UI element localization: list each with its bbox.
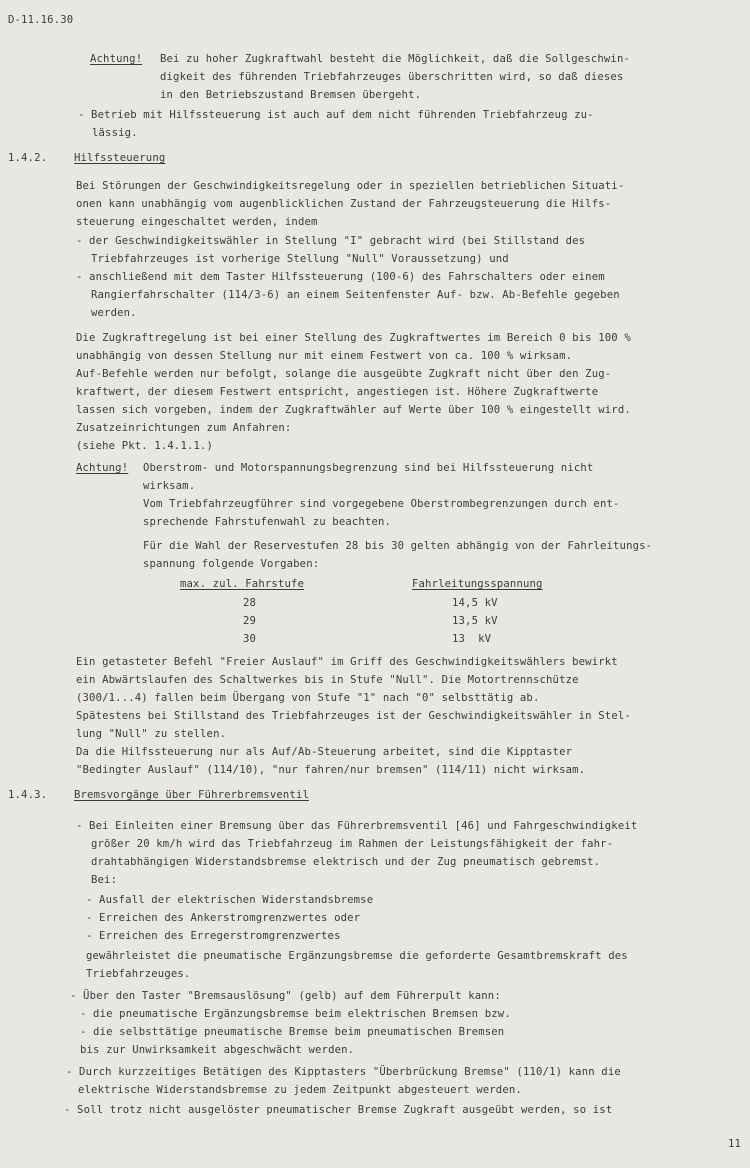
text-line: Oberstrom- und Motorspannungsbegrenzung sind bei Hilfssteuerung nicht [143, 462, 594, 474]
text-line: Die Zugkraftregelung ist bei einer Stellung des Zugkraftwertes im Bereich 0 bis 100 % [76, 332, 631, 344]
list-item: - Ausfall der elektrischen Widerstandsbremse [86, 894, 374, 906]
table-cell: 30 [243, 633, 257, 645]
table-cell: 13 kV [452, 633, 492, 645]
text-line: - Bei Einleiten einer Bremsung über das Führerbremsventil [46] und Fahrgeschwindigkeit [76, 820, 638, 832]
list-item: - Über den Taster "Bremsauslösung" (gelb) auf dem Führerpult kann: [70, 990, 501, 1002]
text-line: onen kann unabhängig vom augenblicklichen Zustand der Fahrzeugsteuerung die Hilfs- [76, 198, 612, 210]
text-line: digkeit des führenden Triebfahrzeuges überschritten wird, so daß dieses [160, 71, 624, 83]
text-line: kraftwert, der diesem Festwert entspricht, angestiegen ist. Höhere Zugkraftwerte [76, 386, 599, 398]
text-line: wirksam. [143, 480, 196, 492]
text-line: (300/1...4) fallen beim Übergang von Stufe "1" nach "0" selbsttätig ab. [76, 692, 540, 704]
table-header: Fahrleitungsspannung [412, 578, 543, 590]
text-line: Triebfahrzeuges. [86, 968, 191, 980]
page-number: 11 [728, 1138, 742, 1150]
text-line: Spätestens bei Stillstand des Triebfahrzeuges ist der Geschwindigkeitswähler in Stel- [76, 710, 631, 722]
list-item: - Erreichen des Ankerstromgrenzwertes oder [86, 912, 361, 924]
text-line: lassen sich vorgeben, indem der Zugkraftwähler auf Werte über 100 % eingestellt wird. [76, 404, 631, 416]
list-item: Rangierfahrschalter (114/3-6) an einem Seitenfenster Auf- bzw. Ab-Befehle gegeben [91, 289, 620, 301]
list-item: - die selbsttätige pneumatische Bremse beim pneumatischen Bremsen [80, 1026, 505, 1038]
text-line: sprechende Fahrstufenwahl zu beachten. [143, 516, 392, 528]
text-line: Vom Triebfahrzeugführer sind vorgegebene Oberstrombegrenzungen durch ent- [143, 498, 620, 510]
text-line: lässig. [92, 127, 138, 139]
section-title: Hilfssteuerung [74, 152, 166, 164]
list-item: - die pneumatische Ergänzungsbremse beim elektrischen Bremsen bzw. [80, 1008, 511, 1020]
table-cell: 14,5 kV [452, 597, 498, 609]
table-cell: 28 [243, 597, 257, 609]
text-line: Bei Störungen der Geschwindigkeitsregelung oder in speziellen betrieblichen Situati- [76, 180, 625, 192]
table-cell: 13,5 kV [452, 615, 498, 627]
list-item: Triebfahrzeuges ist vorherige Stellung "Null" Voraussetzung) und [91, 253, 509, 265]
text-line: unabhängig von dessen Stellung nur mit einem Festwert von ca. 100 % wirksam. [76, 350, 573, 362]
text-line: lung "Null" zu stellen. [76, 728, 227, 740]
text-line: (siehe Pkt. 1.4.1.1.) [76, 440, 214, 452]
text-line: in den Betriebszustand Bremsen übergeht. [160, 89, 422, 101]
list-item: - anschließend mit dem Taster Hilfssteuerung (100-6) des Fahrschalters oder einem [76, 271, 605, 283]
text-line: bis zur Unwirksamkeit abgeschwächt werden. [80, 1044, 355, 1056]
list-item: - Durch kurzzeitiges Betätigen des Kipptasters "Überbrückung Bremse" (110/1) kann die [66, 1066, 621, 1078]
list-item: - Erreichen des Erregerstromgrenzwertes [86, 930, 341, 942]
list-item: - der Geschwindigkeitswähler in Stellung "I" gebracht wird (bei Stillstand des [76, 235, 586, 247]
text-line: drahtabhängigen Widerstandsbremse elektrisch und der Zug pneumatisch gebremst. [91, 856, 601, 868]
text-line: ein Abwärtslaufen des Schaltwerkes bis in Stufe "Null". Die Motortrennschütze [76, 674, 579, 686]
list-item: - Soll trotz nicht ausgelöster pneumatischer Bremse Zugkraft ausgeübt werden, so ist [64, 1104, 613, 1116]
text-line: spannung folgende Vorgaben: [143, 558, 320, 570]
section-title: Bremsvorgänge über Führerbremsventil [74, 789, 310, 801]
text-line: - Betrieb mit Hilfssteuerung ist auch auf dem nicht führenden Triebfahrzeug zu- [78, 109, 594, 121]
warning-label: Achtung! [90, 53, 143, 65]
document-id: D-11.16.30 [8, 14, 74, 26]
table-header: max. zul. Fahrstufe [180, 578, 305, 590]
section-number: 1.4.2. [8, 152, 48, 164]
text-line: elektrische Widerstandsbremse zu jedem Zeitpunkt abgesteuert werden. [78, 1084, 522, 1096]
text-line: "Bedingter Auslauf" (114/10), "nur fahren/nur bremsen" (114/11) nicht wirksam. [76, 764, 586, 776]
text-line: Für die Wahl der Reservestufen 28 bis 30 gelten abhängig von der Fahrleitungs- [143, 540, 653, 552]
text-line: steuerung eingeschaltet werden, indem [76, 216, 318, 228]
text-line: Zusatzeinrichtungen zum Anfahren: [76, 422, 292, 434]
text-line: Bei zu hoher Zugkraftwahl besteht die Möglichkeit, daß die Sollgeschwin- [160, 53, 631, 65]
text-line: Da die Hilfssteuerung nur als Auf/Ab-Steuerung arbeitet, sind die Kipptaster [76, 746, 573, 758]
warning-label: Achtung! [76, 462, 129, 474]
text-line: gewährleistet die pneumatische Ergänzungsbremse die geforderte Gesamtbremskraft des [86, 950, 628, 962]
text-line: größer 20 km/h wird das Triebfahrzeug im Rahmen der Leistungsfähigkeit der fahr- [91, 838, 614, 850]
text-line: Bei: [91, 874, 118, 886]
text-line: Ein getasteter Befehl "Freier Auslauf" im Griff des Geschwindigkeitswählers bewirkt [76, 656, 618, 668]
section-number: 1.4.3. [8, 789, 48, 801]
table-cell: 29 [243, 615, 257, 627]
list-item: werden. [91, 307, 137, 319]
text-line: Auf-Befehle werden nur befolgt, solange die ausgeübte Zugkraft nicht über den Zug- [76, 368, 612, 380]
